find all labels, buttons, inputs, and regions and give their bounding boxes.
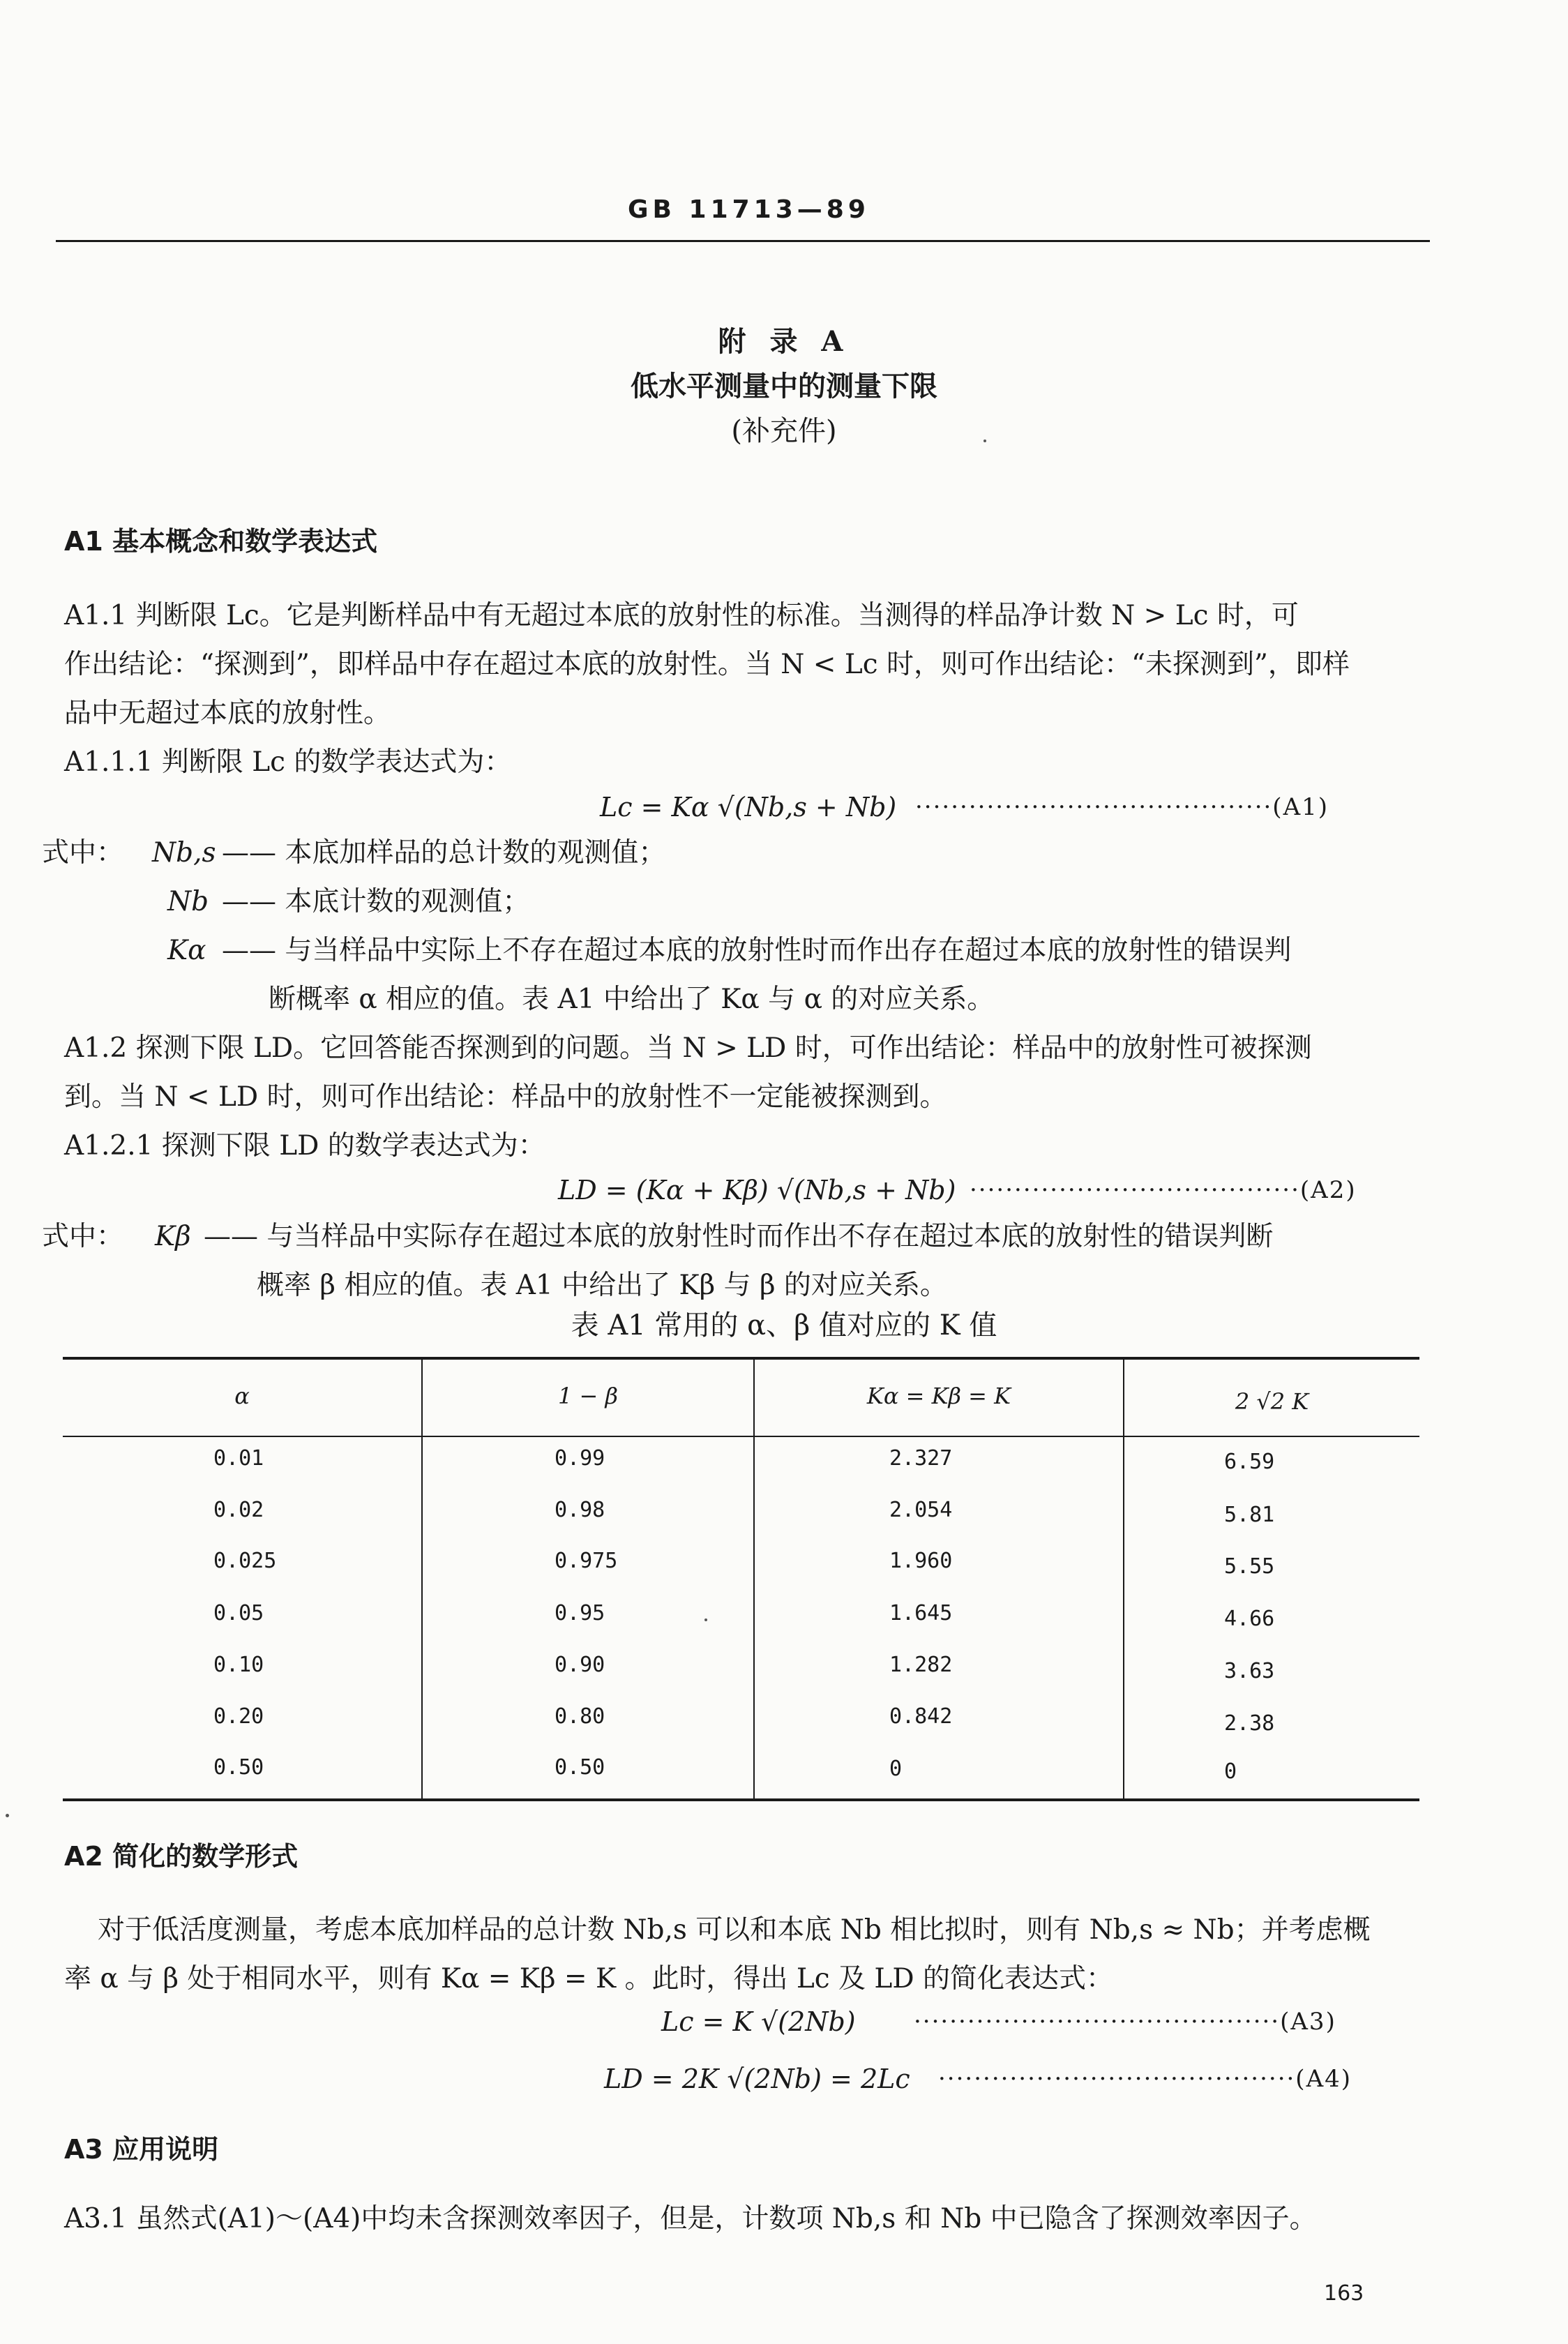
table-cell: 2.38 [1224,1711,1275,1736]
clause-a1-2-1: A1.2.1 探测下限 LD 的数学表达式为： [64,1130,545,1162]
definition-kbeta: —— 与当样品中实际存在超过本底的放射性时而作出不存在超过本底的放射性的错误判断 [204,1221,1274,1252]
table-cell: 3.63 [1224,1659,1275,1683]
table-header-rule [63,1436,1419,1437]
table-cell: 0.50 [213,1755,264,1780]
table-cell: 4.66 [1224,1607,1275,1631]
equation-a3-tag: ·········································(A3) [914,2008,1336,2036]
definition-kalpha: —— 与当样品中实际上不存在超过本底的放射性时而作出存在超过本底的放射性的错误判 [222,935,1292,966]
paragraph-a1-1-line3: 品中无超过本底的放射性。 [64,698,391,729]
table-cell: 0 [1224,1759,1237,1784]
table-top-rule [63,1357,1419,1360]
paragraph-a2-line2: 率 α 与 β 处于相同水平，则有 Kα = Kβ = K 。此时，得出 Lc 及 LD 的简化表达式： [64,1963,1113,1994]
table-cell: 0.842 [889,1704,953,1729]
definition-kbeta-cont: 概率 β 相应的值。表 A1 中给出了 Kβ 与 β 的对应关系。 [257,1270,947,1301]
table-cell: 0.99 [555,1446,605,1471]
table-cell: 5.55 [1224,1554,1275,1579]
table-cell: 0.98 [555,1498,605,1522]
section-heading-a3: A3 应用说明 [64,2134,219,2165]
table-cell: 0.80 [555,1704,605,1729]
table-cell: 0.90 [555,1653,605,1677]
table-header-alpha: α [234,1383,250,1409]
equation-a4-tag: ········································(A4) [938,2065,1352,2093]
table-header-2root2k: 2 √2 K [1235,1388,1309,1415]
table-col-divider-3 [1123,1358,1124,1800]
table-bottom-rule [63,1798,1419,1801]
table-cell: 5.81 [1224,1503,1275,1527]
table-cell: 6.59 [1224,1450,1275,1474]
scan-speck [6,1814,9,1817]
table-cell: 0.50 [555,1755,605,1780]
paragraph-a1-2-line2: 到。当 N < LD 时，则可作出结论：样品中的放射性不一定能被探测到。 [64,1081,947,1113]
table-header-k: Kα = Kβ = K [866,1383,1011,1409]
table-col-divider-1 [421,1358,423,1800]
appendix-label: 附 录 A [718,325,850,358]
equation-a4: LD = 2K √(2Nb) = 2Lc [604,2064,910,2094]
definition-nbs: —— 本底加样品的总计数的观测值； [222,837,666,869]
table-cell: 0.02 [213,1498,264,1522]
table-header-one-minus-beta: 1 − β [557,1383,618,1409]
table-cell: 0.025 [213,1549,277,1573]
paragraph-a1-1-line1: A1.1 判断限 Lc。它是判断样品中有无超过本底的放射性的标准。当测得的样品净计数 N > Lc 时，可 [64,600,1299,631]
table-cell: 0.05 [213,1601,264,1625]
page-number: 163 [1324,2281,1364,2306]
paragraph-a3-1: A3.1 虽然式(A1)～(A4)中均未含探测效率因子，但是，计数项 Nb,s 和 Nb 中已隐含了探测效率因子。 [64,2203,1317,2234]
symbol-nbs: Nb,s [152,837,216,869]
where-lead-1: 式中： [42,837,124,869]
paragraph-a2-line1: 对于低活度测量，考虑本底加样品的总计数 Nb,s 可以和本底 Nb 相比拟时，则有 Nb,s ≈ Nb；并考虑概 [98,1914,1371,1946]
equation-a1: Lc = Kα √(Nb,s + Nb) [600,792,897,822]
symbol-kalpha: Kα [167,935,206,966]
table-cell: 2.054 [889,1498,953,1522]
symbol-nb: Nb [167,886,209,917]
definition-kalpha-cont: 断概率 α 相应的值。表 A1 中给出了 Kα 与 α 的对应关系。 [269,984,995,1015]
table-cell: 2.327 [889,1446,953,1471]
section-heading-a2: A2 简化的数学形式 [64,1841,299,1872]
definition-nb: —— 本底计数的观测值； [222,886,530,917]
table-cell: 0.10 [213,1653,264,1677]
table-col-divider-2 [753,1358,755,1800]
equation-a3: Lc = K √(2Nb) [661,2006,856,2037]
equation-a2: LD = (Kα + Kβ) √(Nb,s + Nb) [558,1175,956,1205]
where-lead-2: 式中： [42,1221,124,1252]
clause-a1-1-1: A1.1.1 判断限 Lc 的数学表达式为： [64,746,512,778]
table-cell: 0.975 [555,1549,618,1573]
paragraph-a1-2-line1: A1.2 探测下限 LD。它回答能否探测到的问题。当 N > LD 时，可作出结论：样品中的放射性可被探测 [64,1032,1312,1064]
table-cell: 0.95 [555,1601,605,1625]
table-cell: 1.282 [889,1653,953,1677]
scan-speck [704,1618,707,1621]
table-caption: 表 A1 常用的 α、β 值对应的 K 值 [571,1309,997,1342]
table-cell: 0.20 [213,1704,264,1729]
appendix-note: (补充件) [731,415,837,447]
paragraph-a1-1-line2: 作出结论：“探测到”，即样品中存在超过本底的放射性。当 N < Lc 时，则可作出结论：“未探测到”，即样 [64,649,1350,680]
section-heading-a1: A1 基本概念和数学表达式 [64,526,378,557]
document-code: GB 11713—89 [628,195,870,224]
equation-a2-tag: ·····································(A2) [970,1176,1357,1204]
appendix-title: 低水平测量中的测量下限 [631,370,937,403]
header-rule [56,240,1430,242]
table-cell: 1.645 [889,1601,953,1625]
table-cell: 1.960 [889,1549,953,1573]
table-cell: 0 [889,1757,903,1781]
table-cell: 0.01 [213,1446,264,1471]
symbol-kbeta: Kβ [155,1221,191,1252]
equation-a1-tag: ········································(A1) [915,793,1329,821]
scan-speck [983,440,986,442]
